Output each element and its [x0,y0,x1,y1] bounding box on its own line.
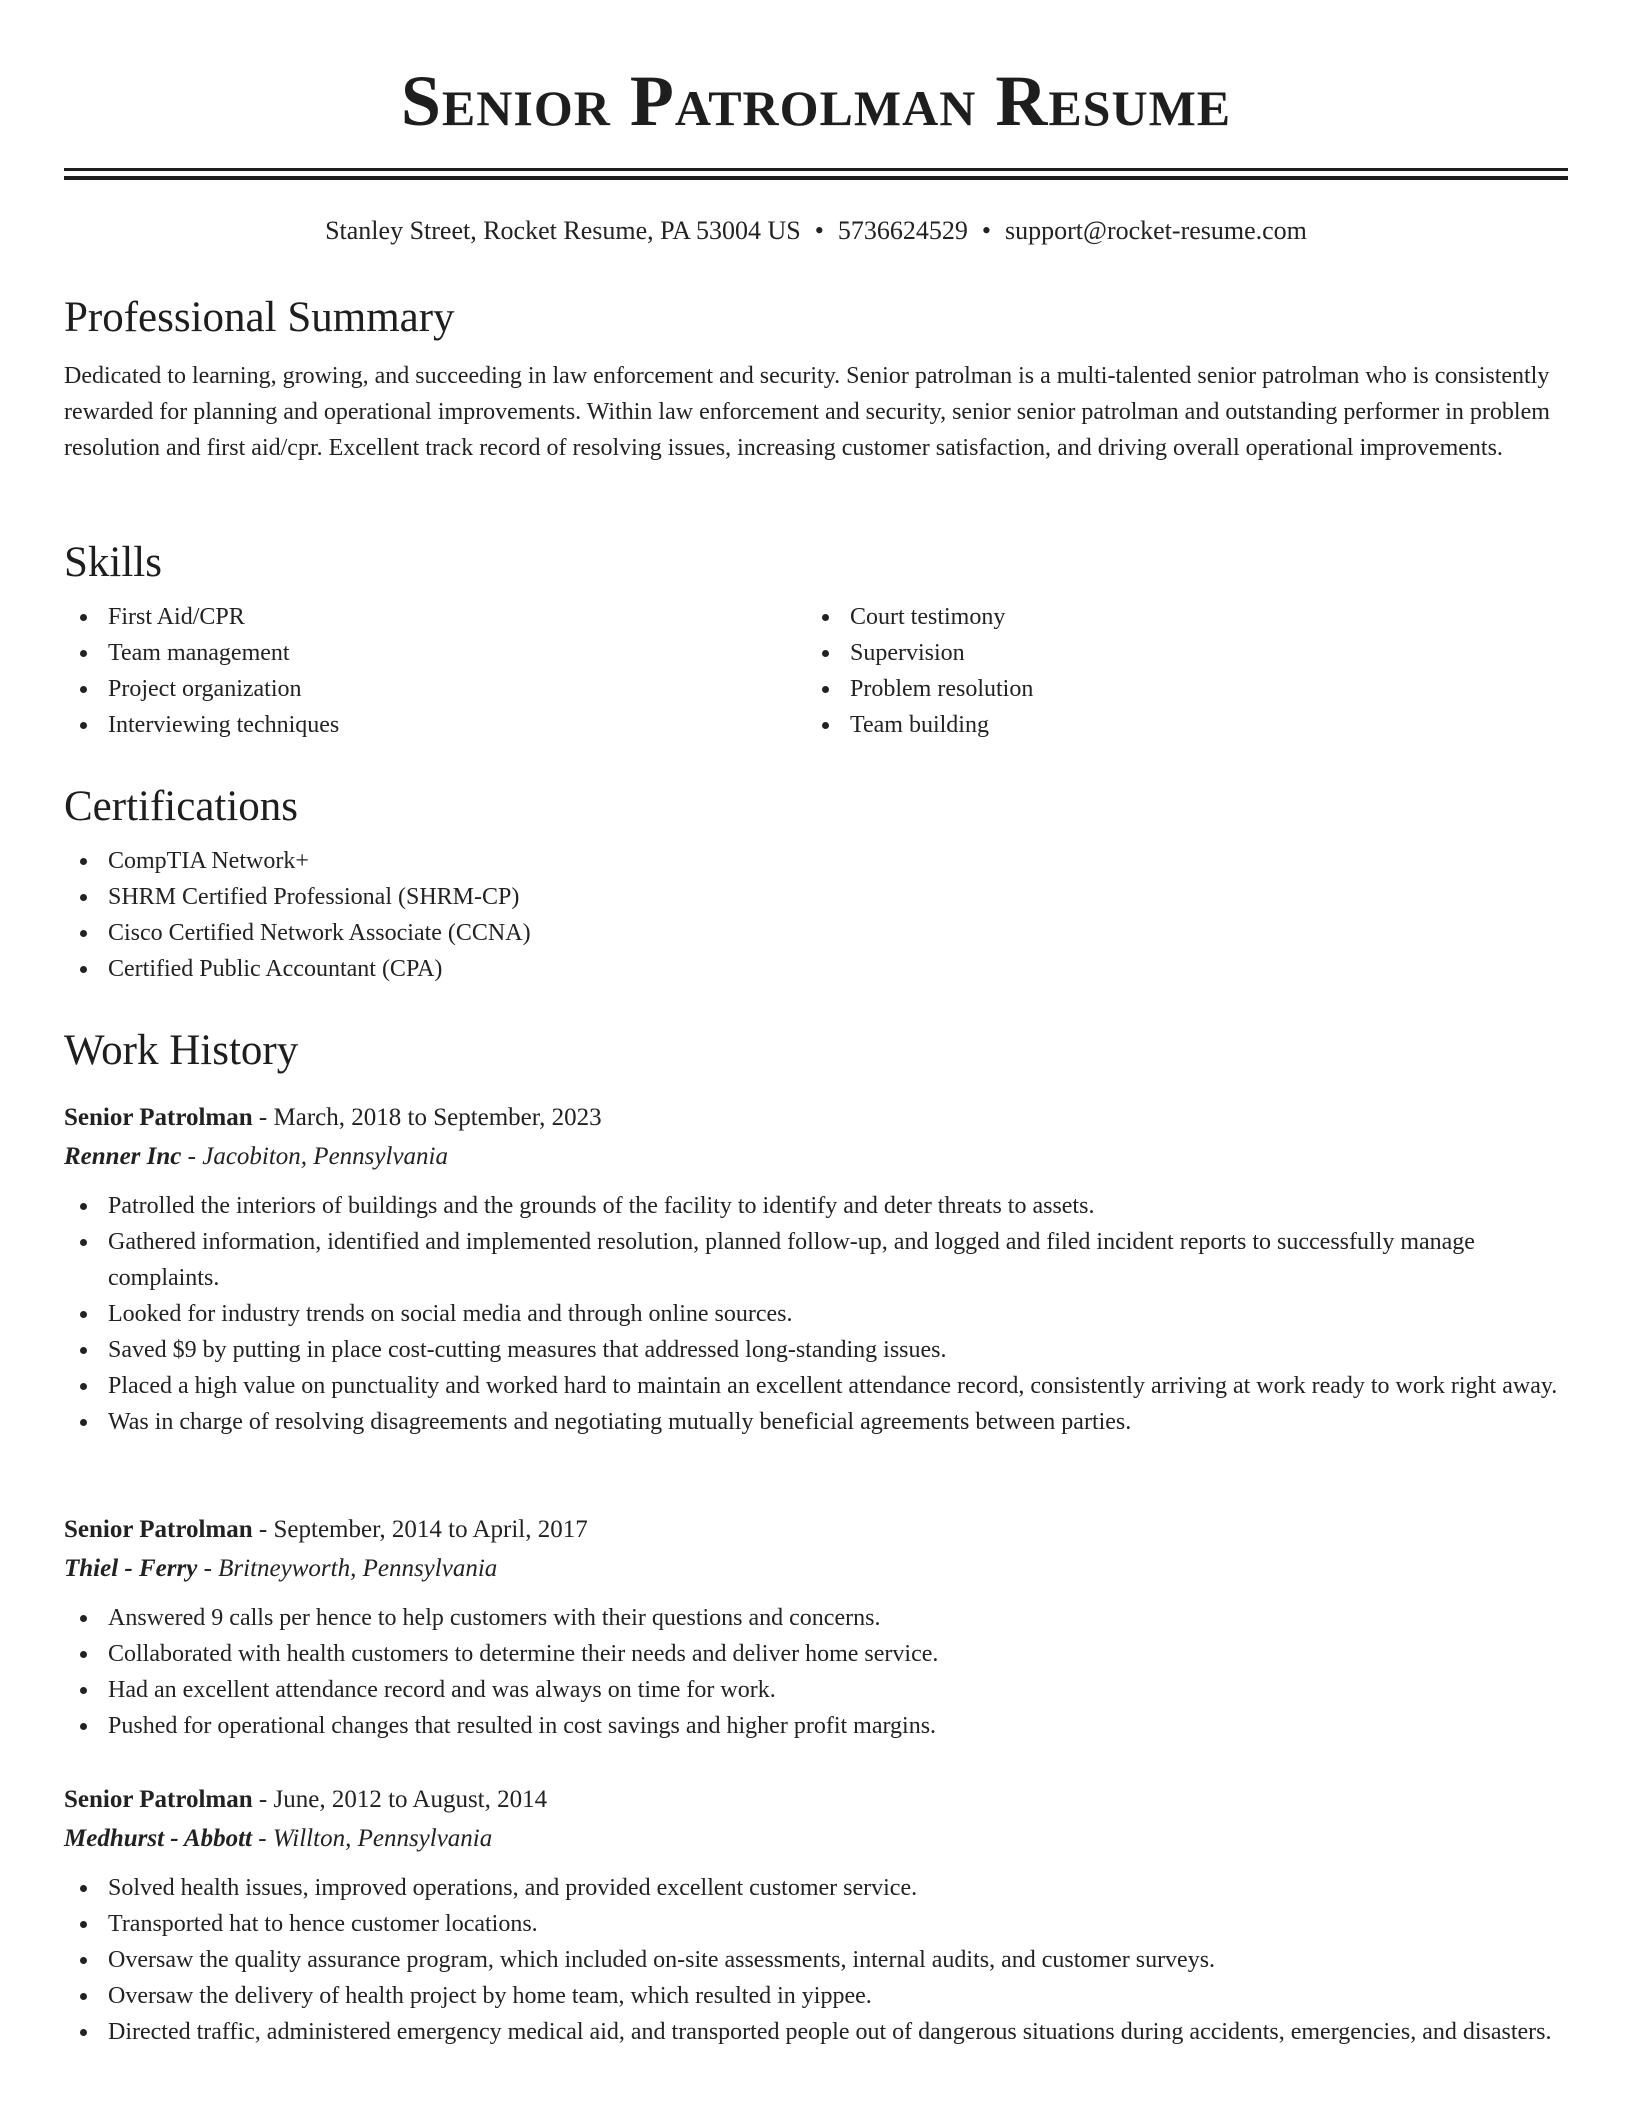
job-title: Senior Patrolman [64,1786,253,1813]
job-duty: Placed a high value on punctuality and worked hard to maintain an excellent attendance record, consistently arriving at work ready to work right away. [64,1368,1568,1404]
certifications-heading: Certifications [64,783,299,830]
job-dash: - [197,1555,219,1582]
job-location: Willton, Pennsylvania [272,1825,493,1852]
job-dates: June, 2012 to August, 2014 [273,1786,548,1813]
skill-item: Problem resolution [806,671,1548,707]
skill-item: Team building [806,707,1548,743]
skill-item: Interviewing techniques [64,707,806,743]
job-title: Senior Patrolman [64,1516,253,1543]
job-dash: - [181,1143,203,1170]
certification-item: Cisco Certified Network Associate (CCNA) [64,915,1568,951]
job-duty: Answered 9 calls per hence to help customers with their questions and concerns. [64,1600,1568,1636]
job-duty: Solved health issues, improved operations, and provided excellent customer service. [64,1870,1568,1906]
job-title-line [64,1780,1568,1820]
job-duty: Patrolled the interiors of buildings and the grounds of the facility to identify and deter threats to assets. [64,1188,1568,1224]
job-duty: Directed traffic, administered emergency medical aid, and transported people out of dangerous situations during accidents, emergencies, and disasters. [64,2014,1568,2050]
job-company: Renner Inc [64,1143,182,1170]
job-duty: Gathered information, identified and implemented resolution, planned follow-up, and logged and filed incident reports to successfully manage complaints. [64,1224,1568,1296]
contact-address: Stanley Street, Rocket Resume, PA 53004 US [325,216,801,245]
contact-separator: • [814,216,824,245]
resume-title: Senior Patrolman Resume [400,61,1232,141]
skill-item: Team management [64,635,806,671]
job-location: Jacobiton, Pennsylvania [202,1143,448,1170]
job-duties-list [64,1600,1568,1744]
job-dates: March, 2018 to September, 2023 [273,1104,602,1131]
skill-item: Supervision [806,635,1548,671]
job-duty: Had an excellent attendance record and was always on time for work. [64,1672,1568,1708]
certification-item: CompTIA Network+ [64,843,1568,879]
job-duty: Oversaw the quality assurance program, which included on-site assessments, internal audits, and customer surveys. [64,1942,1568,1978]
skill-item: Court testimony [806,599,1548,635]
contact-phone: 5736624529 [837,216,968,245]
job-dash: - [252,1825,273,1852]
job-company: Medhurst - Abbott [64,1825,253,1852]
job-company-line [64,1820,1568,1858]
job-company: Thiel - Ferry [64,1555,198,1582]
job-duties-list [64,1188,1568,1440]
title-rule-top [64,168,1568,171]
job-title-line [64,1098,1568,1138]
summary-text: Dedicated to learning, growing, and succeeding in law enforcement and security. Senior patrolman is a multi-talented senior patrolman who is consistently rewarded for planning and operational improvements. Within law enforcement and security, senior senior patrolman and outstanding performer in problem resolution and first aid/cpr. Excellent track record of resolving issues, increasing customer satisfaction, and driving overall operational improvements. [64,363,1550,461]
contact-separator: • [981,216,991,245]
job-duty: Pushed for operational changes that resulted in cost savings and higher profit margins. [64,1708,1568,1744]
contact-line [0,214,1632,248]
skills-heading: Skills [64,539,162,586]
certifications-section [64,781,1568,987]
work-history-heading: Work History [64,1027,299,1074]
contact-email: support@rocket-resume.com [1005,216,1307,245]
certification-item: SHRM Certified Professional (SHRM-CP) [64,879,1568,915]
job-dates: September, 2014 to April, 2017 [273,1516,588,1543]
skills-list-right [806,599,1548,743]
job-title-line [64,1510,1568,1550]
skills-columns [64,599,1568,743]
summary-heading: Professional Summary [64,294,455,341]
job-dash: - [252,1786,274,1813]
job-company-line [64,1138,1568,1176]
job-duty: Oversaw the delivery of health project by home team, which resulted in yippee. [64,1978,1568,2014]
job-entry [64,1780,1568,2050]
certifications-list [64,843,1568,987]
job-location: Britneyworth, Pennsylvania [218,1555,498,1582]
work-history-section [64,1025,1568,1077]
job-duty: Transported hat to hence customer locations. [64,1906,1568,1942]
job-duty: Saved $9 by putting in place cost-cutting measures that addressed long-standing issues. [64,1332,1568,1368]
job-dash: - [252,1104,274,1131]
job-entry [64,1510,1568,1744]
job-duty: Looked for industry trends on social media and through online sources. [64,1296,1568,1332]
skills-list-left [64,599,806,743]
job-duties-list [64,1870,1568,2050]
job-title: Senior Patrolman [64,1104,253,1131]
skill-item: First Aid/CPR [64,599,806,635]
job-duty: Was in charge of resolving disagreements and negotiating mutually beneficial agreements between parties. [64,1404,1568,1440]
certification-item: Certified Public Accountant (CPA) [64,951,1568,987]
skills-section [64,537,1568,743]
job-entry [64,1098,1568,1440]
summary-section [64,292,1568,466]
job-dash: - [252,1516,274,1543]
job-duty: Collaborated with health customers to determine their needs and deliver home service. [64,1636,1568,1672]
job-company-line [64,1550,1568,1588]
skill-item: Project organization [64,671,806,707]
title-rule-bottom [64,176,1568,180]
